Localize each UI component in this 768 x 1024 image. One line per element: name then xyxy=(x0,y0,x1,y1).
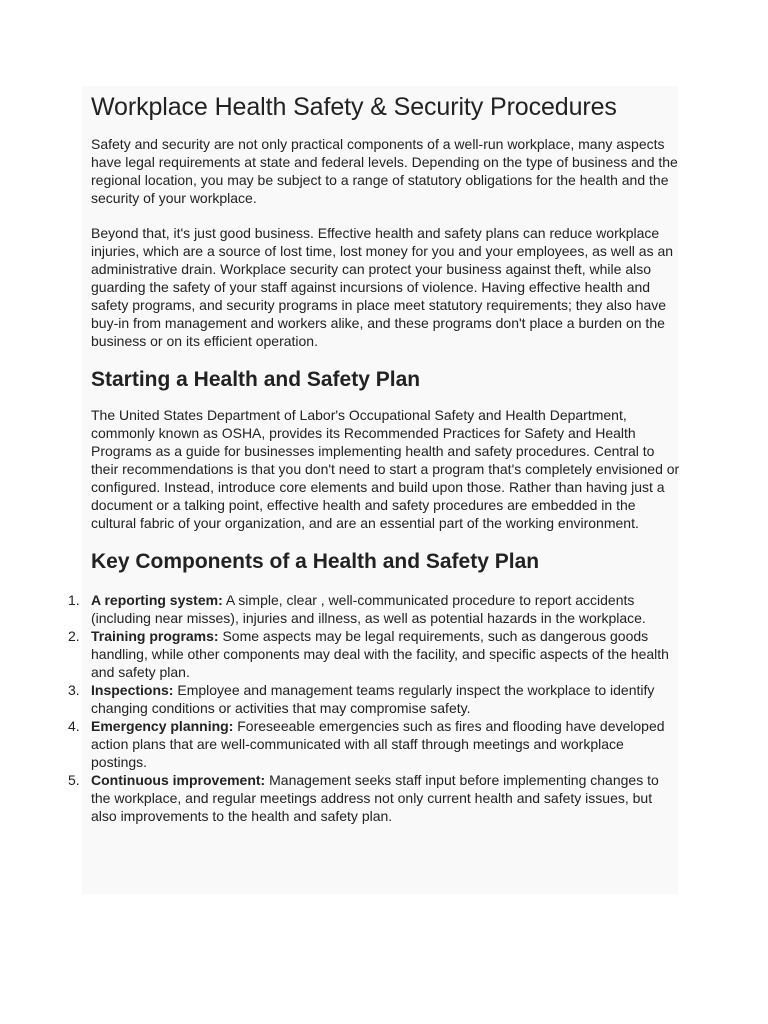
list-item-label: A reporting system: xyxy=(91,592,223,608)
list-item-number: 5. xyxy=(68,772,80,788)
list-item xyxy=(68,717,681,771)
document-content xyxy=(68,92,681,825)
list-item xyxy=(68,591,681,627)
document-title: Workplace Health Safety & Security Procedures xyxy=(91,93,617,121)
list-item xyxy=(68,627,681,681)
section-heading-starting-plan: Starting a Health and Safety Plan xyxy=(91,368,421,391)
intro-paragraph-1: Safety and security are not only practical components of a well-run workplace, many aspects have legal requirements at state and federal levels. Depending on the type of business and the regional location, you may be subject to a range of statutory obligations for the health and the security of your workplace. xyxy=(91,136,678,206)
section-heading-key-components: Key Components of a Health and Safety Plan xyxy=(91,550,540,573)
list-item-label: Inspections: xyxy=(91,682,174,698)
list-item xyxy=(68,681,681,717)
list-item-text: A simple, clear , well-communicated procedure to report accidents (including near misses), injuries and illness, as well as potential hazards in the workplace. xyxy=(91,592,646,626)
list-item-number: 3. xyxy=(68,682,80,698)
list-item-label: Emergency planning: xyxy=(91,718,234,734)
list-item xyxy=(68,771,681,825)
list-item-number: 4. xyxy=(68,718,80,734)
list-item-text: Foreseeable emergencies such as fires and flooding have developed action plans that are well-communicated with all staff through meetings and workplace postings. xyxy=(91,718,665,770)
key-components-list xyxy=(68,591,681,825)
list-item-label: Continuous improvement: xyxy=(91,772,266,788)
list-item-number: 1. xyxy=(68,592,80,608)
list-item-label: Training programs: xyxy=(91,628,219,644)
list-item-text: Some aspects may be legal requirements, such as dangerous goods handling, while other components may deal with the facility, and specific aspects of the health and safety plan. xyxy=(91,628,669,680)
list-item-text: Management seeks staff input before implementing changes to the workplace, and regular meetings address not only current health and safety issues, but also improvements to the health and safety plan. xyxy=(91,772,659,824)
list-item-number: 2. xyxy=(68,628,80,644)
section-paragraph-osha: The United States Department of Labor's Occupational Safety and Health Department, commonly known as OSHA, provides its Recommended Practices for Safety and Health Programs as a guide for businesses implementing health and safety procedures. Central to their recommendations is that you don't need to start a program that's completely envisioned or configured. Instead, introduce core elements and build upon those. Rather than having just a document or a talking point, effective health and safety procedures are embedded in the cultural fabric of your organization, and are an essential part of the working environment. xyxy=(91,407,680,531)
intro-paragraph-2: Beyond that, it's just good business. Effective health and safety plans can reduce workplace injuries, which are a source of lost time, lost money for you and your employees, as well as an administrative drain. Workplace security can protect your business against theft, while also guarding the safety of your staff against incursions of violence. Having effective health and safety programs, and security programs in place meet statutory requirements; they also have buy-in from management and workers alike, and these programs don't place a burden on the business or on its efficient operation. xyxy=(91,225,674,349)
list-item-text: Employee and management teams regularly inspect the workplace to identify changing conditions or activities that may compromise safety. xyxy=(91,682,655,716)
